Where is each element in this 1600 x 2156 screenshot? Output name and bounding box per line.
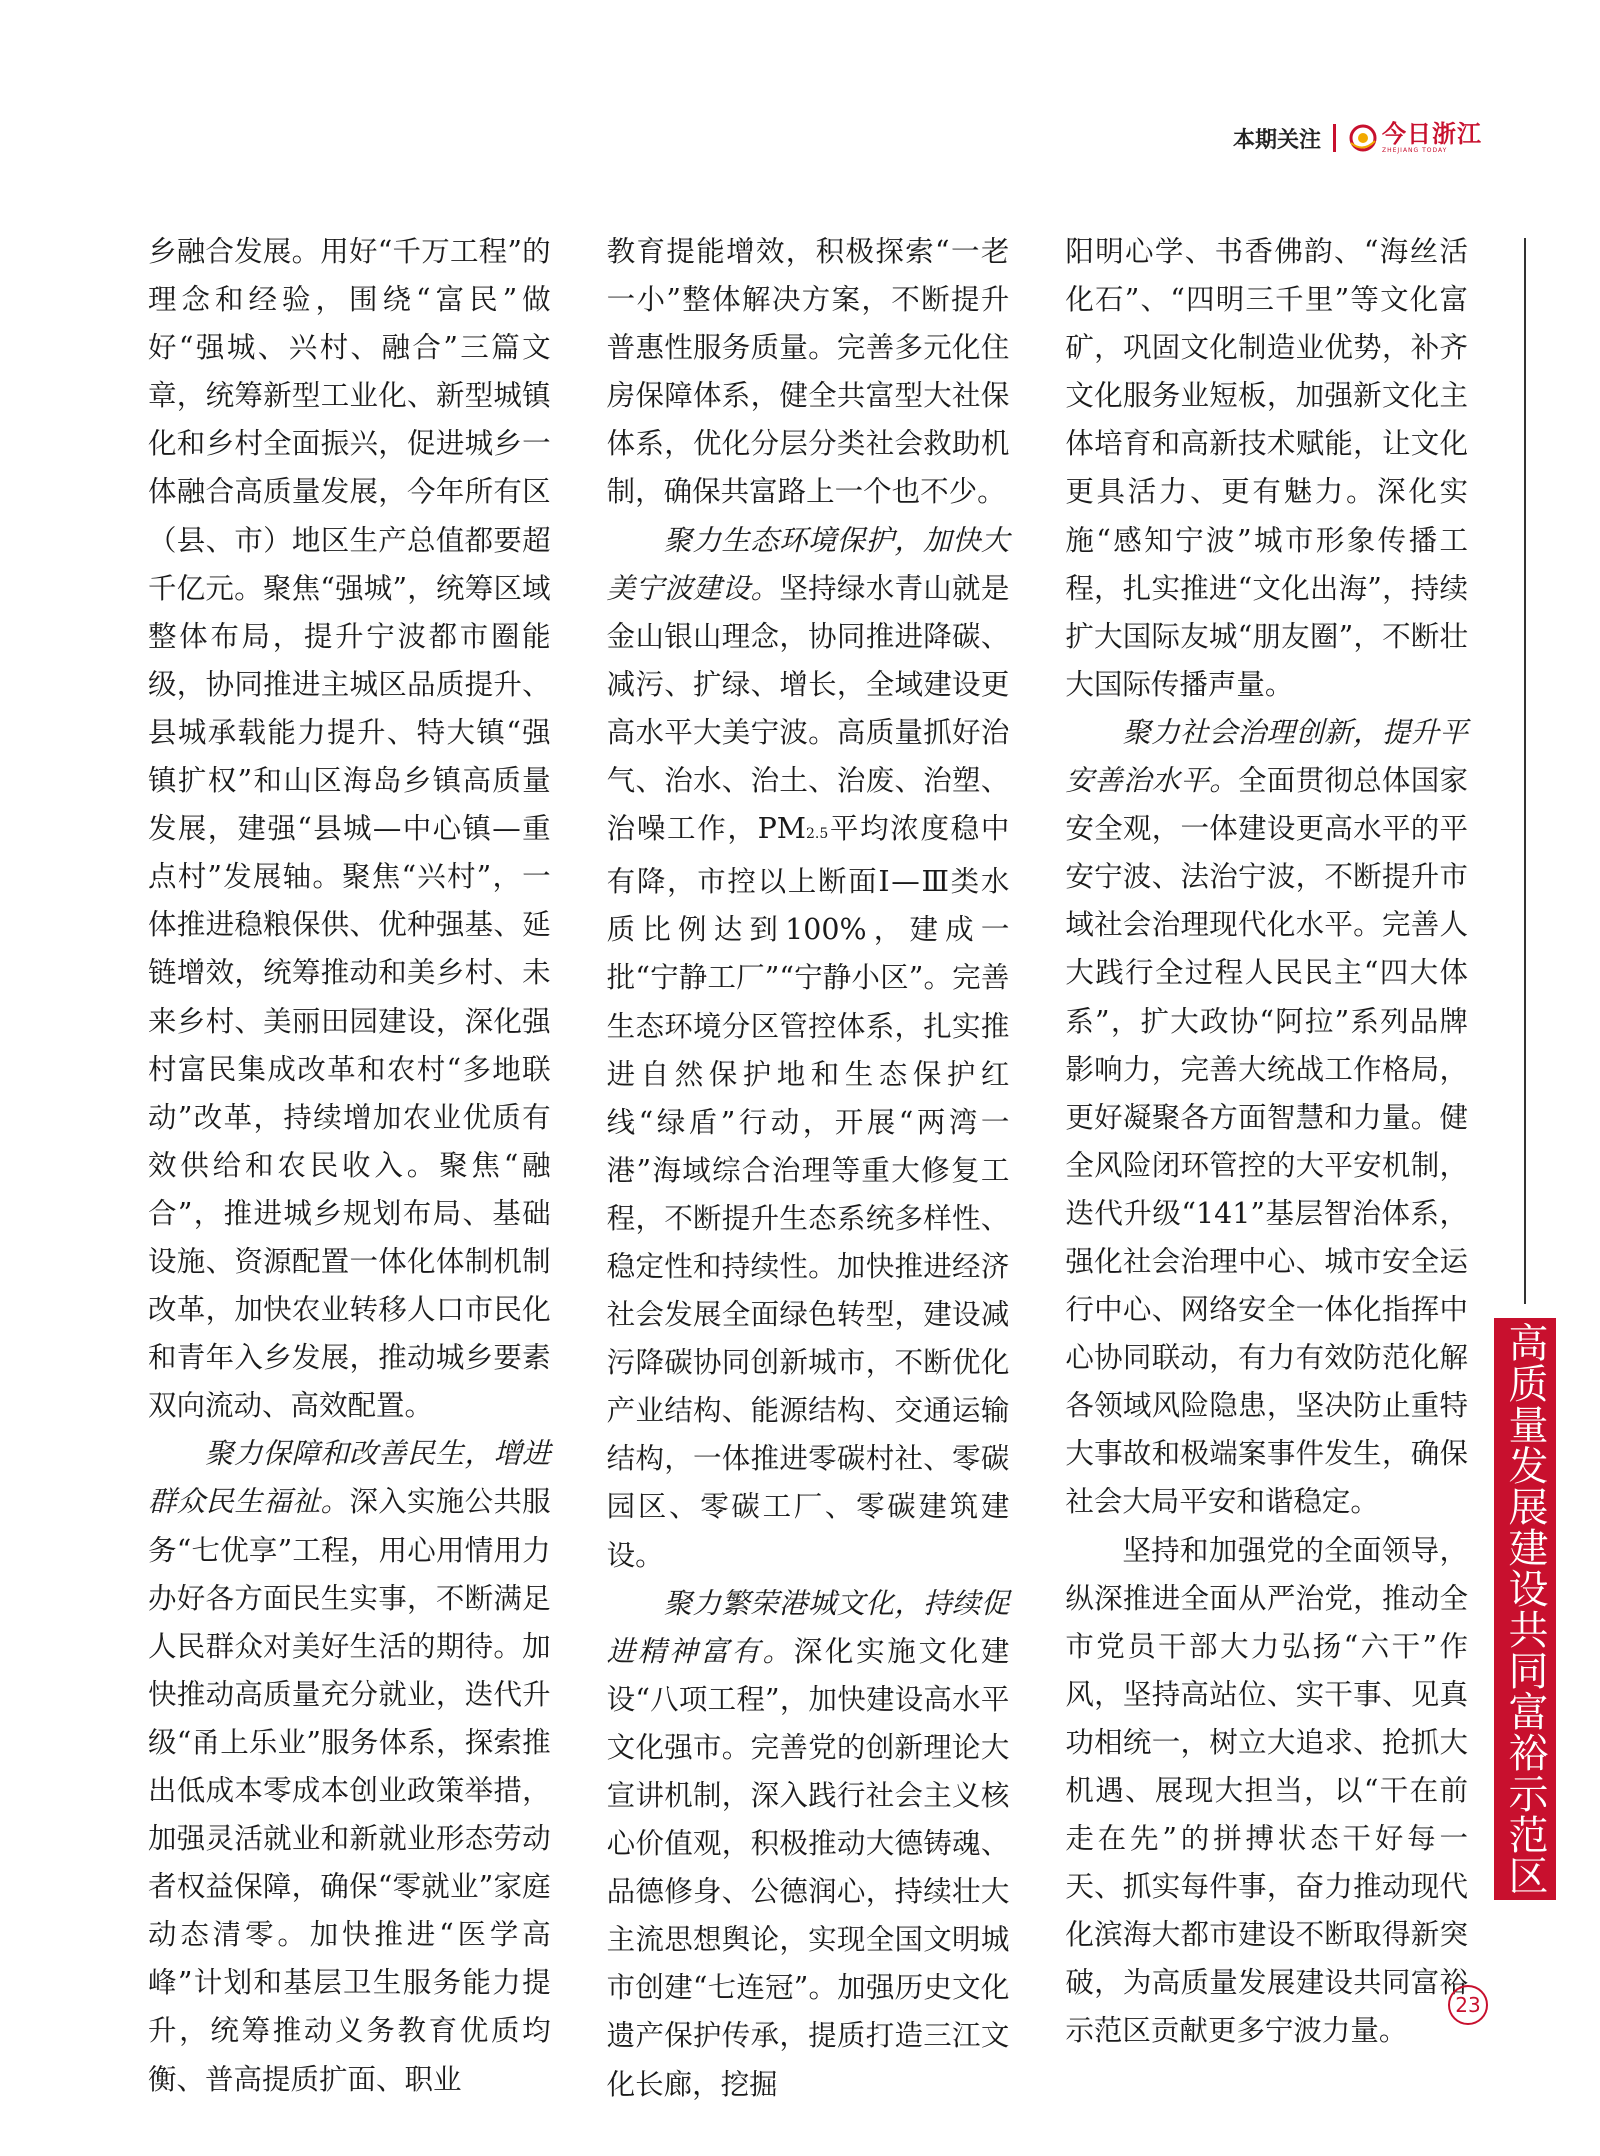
column-1 <box>148 228 551 2096</box>
paragraph: 乡融合发展。用好“千万工程”的理念和经验，围绕“富民”做好“强城、兴村、融合”三篇文章，统筹新型工业化、新型城镇化和乡村全面振兴，促进城乡一体融合高质量发展，今年所有区（县、市）地区生产总值都要超千亿元。聚焦“强城”，统筹区域整体布局，提升宁波都市圈能级，协同推进主城区品质提升、县城承载能力提升、特大镇“强镇扩权”和山区海岛乡镇高质量发展，建强“县城—中心镇—重点村”发展轴。聚焦“兴村”，一体推进稳粮保供、优种强基、延链增效，统筹推动和美乡村、未来乡村、美丽田园建设，深化强村富民集成改革和农村“多地联动”改革，持续增加农业优质有效供给和农民收入。聚焦“融合”，推进城乡规划布局、基础设施、资源配置一体化体制机制改革，加快农业转移人口市民化和青年入乡发展，推动城乡要素双向流动、高效配置。 <box>148 235 551 1423</box>
paragraph-lead: 聚力繁荣港城文化，持续促进精神富有。 <box>606 1586 1010 1668</box>
paragraph-body: 坚持绿水青山就是金山银山理念，协同推进降碳、减污、扩绿、增长，全域建设更高水平大美宁波。高质量抓好治气、治水、治土、治废、治塑、治噪工作，PM <box>606 571 1010 846</box>
paragraph-body: 平均浓度稳中有降，市控以上断面Ⅰ—Ⅲ类水质比例达到100%，建成一批“宁静工厂”“宁静小区”。完善生态环境分区管控体系，扎实推进自然保护地和生态保护红线“绿盾”行动，开展“两湾一港”海域综合治理等重大修复工程，不断提升生态系统多样性、稳定性和持续性。加快推进经济社会发展全面绿色转型，建设减污降碳协同创新城市，不断优化产业结构、能源结构、交通运输结构，一体推进零碳村社、零碳园区、零碳工厂、零碳建筑建设。 <box>606 812 1010 1572</box>
margin-rule <box>1524 238 1526 1304</box>
paragraph-body: 深入实施公共服务“七优享”工程，用心用情用力办好各方面民生实事，不断满足人民群众对美好生活的期待。加快推动高质量充分就业，迭代升级“甬上乐业”服务体系，探索推出低成本零成本创业政策举措，加强灵活就业和新就业形态劳动者权益保障，确保“零就业”家庭动态清零。加快推进“医学高峰”计划和基层卫生服务能力提升，统筹推动义务教育优质均衡、普高提质扩面、职业 <box>148 1485 551 2096</box>
paragraph: 教育提能增效，积极探索“一老一小”整体解决方案，不断提升普惠性服务质量。完善多元化住房保障体系，健全共富型大社保体系，优化分层分类社会救助机制，确保共富路上一个也不少。 <box>606 235 1010 509</box>
paragraph <box>1065 709 1468 1527</box>
logo-title: 今日浙江 <box>1382 119 1482 148</box>
paragraph-lead: 聚力保障和改善民生，增进群众民生福祉。 <box>148 1437 551 1519</box>
logo-subtitle: ZHEJIANG TODAY <box>1382 147 1448 154</box>
page-header <box>1232 119 1482 154</box>
paragraph <box>148 1430 551 2103</box>
paragraph <box>607 517 1010 1580</box>
paragraph-lead: 聚力社会治理创新，提升平安善治水平。 <box>1065 715 1469 798</box>
paragraph-body: 深化实施文化建设“八项工程”，加快建设高水平文化强市。完善党的创新理论大宣讲机制，深入践行社会主义核心价值观，积极推动大德铸魂、品德修身、公德润心，持续壮大主流思想舆论，实现全国文明城市创建“七连冠”。加强历史文化遗产保护传承，提质打造三江文化长廊，挖掘 <box>606 1634 1010 2101</box>
paragraph <box>607 1580 1010 2109</box>
paragraph: 坚持和加强党的全面领导，纵深推进全面从严治党，推动全市党员干部大力弘扬“六干”作风，坚持高站位、实干事、见真功相统一，树立大追求、抢抓大机遇、展现大担当，以“干在前走在先”的拼搏状态干好每一天、抓实每件事，奋力推动现代化滨海大都市建设不断取得新突破，为高质量发展建设共同富裕示范区贡献更多宁波力量。 <box>1065 1533 1469 2048</box>
pm-subscript: 2.5 <box>805 826 829 843</box>
section-label: 本期关注 <box>1232 127 1321 153</box>
magazine-logo <box>1348 119 1482 154</box>
column-2 <box>606 228 1010 2101</box>
topic-banner <box>1494 1318 1556 1900</box>
paragraph-lead: 聚力生态环境保护，加快大美宁波建设。 <box>606 523 1010 605</box>
header-divider <box>1333 124 1336 152</box>
paragraph-body: 全面贯彻总体国家安全观，一体建设更高水平的平安宁波、法治宁波，不断提升市域社会治理现代化水平。完善人大践行全过程人民民主“四大体系”，扩大政协“阿拉”系列品牌影响力，完善大统战工作格局，更好凝聚各方面智慧和力量。健全风险闭环管控的大平安机制，迭代升级“141”基层智治体系，强化社会治理中心、城市安全运行中心、网络安全一体化指挥中心协同联动，有力有效防范化解各领域风险隐患，坚决防止重特大事故和极端案事件发生，确保社会大局平安和谐稳定。 <box>1065 764 1469 1519</box>
paragraph: 阳明心学、书香佛韵、“海丝活化石”、“四明三千里”等文化富矿，巩固文化制造业优势，补齐文化服务业短板，加强新文化主体培育和高新技术赋能，让文化更具活力、更有魅力。深化实施“感知宁波”城市形象传播工程，扎实推进“文化出海”，持续扩大国际友城“朋友圈”，不断壮大国际传播声量。 <box>1065 235 1469 701</box>
sun-logo-icon <box>1348 123 1378 153</box>
banner-title: 高质量发展建设共同富裕示范区 <box>1502 1322 1548 1896</box>
page-number: 23 <box>1448 1985 1488 2025</box>
